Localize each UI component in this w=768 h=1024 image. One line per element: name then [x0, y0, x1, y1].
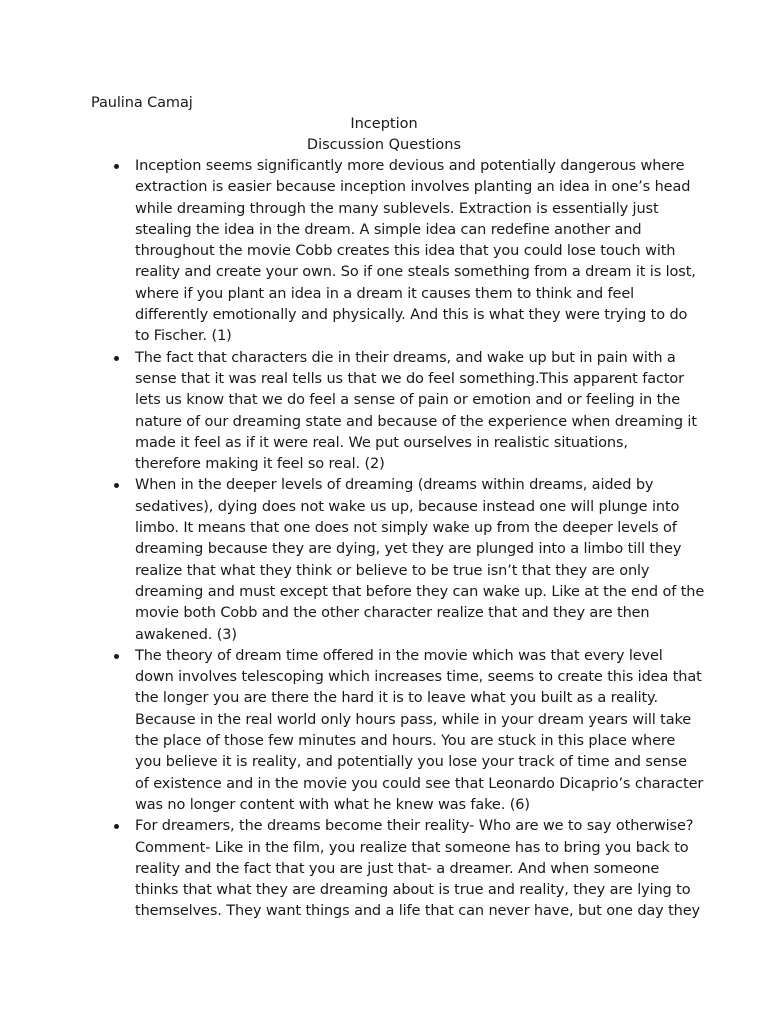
bullet-text-line: themselves. They want things and a life that can never have, but one day they: [135, 903, 701, 920]
bullet-text-line: Because in the real world only hours pass, while in your dream years will take: [135, 711, 692, 728]
document-title: Inception: [350, 116, 418, 132]
bullet-point-icon: [114, 654, 119, 659]
bullet-text-line: The theory of dream time offered in the movie which was that every level: [135, 647, 663, 664]
bullet-text-line: The fact that characters die in their dreams, and wake up but in pain with a: [135, 349, 676, 366]
bullet-text-line: When in the deeper levels of dreaming (dreams within dreams, aided by: [135, 477, 654, 494]
bullet-text-line: movie both Cobb and the other character realize that and they are then: [135, 605, 650, 622]
bullet-text-line: realize that what they think or believe to be true isn’t that they are only: [135, 562, 650, 579]
discussion-bullet-list: [0, 156, 768, 923]
discussion-bullet-item: [0, 646, 704, 816]
bullet-text-line: limbo. It means that one does not simply wake up from the deeper levels of: [135, 520, 677, 537]
bullet-text-line: Inception seems significantly more devious and potentially dangerous where: [135, 158, 685, 174]
bullet-point-icon: [114, 164, 119, 169]
bullet-text-line: the longer you are there the hard it is to leave what you built as a reality.: [135, 690, 658, 707]
bullet-point-icon: [114, 483, 119, 488]
discussion-bullet-item: [0, 348, 697, 476]
bullet-text-line: while dreaming through the many sublevels. Extraction is essentially just: [135, 200, 659, 217]
bullet-text-line: dreaming because they are dying, yet they are plunged into a limbo till they: [135, 541, 682, 558]
discussion-bullet-item: [0, 816, 701, 922]
bullet-text-line: reality and create your own. So if one steals something from a dream it is lost,: [135, 264, 696, 281]
author-name: Paulina Camaj: [91, 95, 193, 111]
bullet-text-line: throughout the movie Cobb creates this idea that you could lose touch with: [135, 243, 676, 260]
bullet-text-line: down involves telescoping which increases time, seems to create this idea that: [135, 669, 702, 686]
bullet-text-line: differently emotionally and physically. And this is what they were trying to do: [135, 307, 688, 324]
discussion-bullet-item: [0, 475, 705, 645]
document-subtitle: Discussion Questions: [306, 137, 462, 153]
bullet-text-line: nature of our dreaming state and because of the experience when dreaming it: [135, 413, 697, 430]
bullet-text-line: you believe it is reality, and potentially you lose your track of time and sense: [135, 754, 687, 771]
bullet-text-line: Comment- Like in the film, you realize that someone has to bring you back to: [135, 839, 689, 856]
bullet-text-line: lets us know that we do feel a sense of pain or emotion and or feeling in the: [135, 392, 681, 409]
bullet-text-line: the place of those few minutes and hours. You are stuck in this place where: [135, 733, 676, 750]
bullet-text-line: dreaming and must except that before they can wake up. Like at the end of the: [135, 583, 705, 600]
bullet-text-line: sense that it was real tells us that we do feel something.This apparent factor: [135, 370, 684, 387]
discussion-bullet-item: [0, 156, 696, 348]
bullet-point-icon: [114, 824, 119, 829]
bullet-text-line: to Fischer. (1): [135, 328, 232, 345]
bullet-text-line: stealing the idea in the dream. A simple idea can redefine another and: [135, 221, 642, 238]
bullet-text-line: reality and the fact that you are just that- a dreamer. And when someone: [135, 860, 660, 877]
bullet-point-icon: [114, 356, 119, 361]
bullet-text-line: was no longer content with what he knew was fake. (6): [135, 796, 530, 813]
bullet-text-line: thinks that what they are dreaming about is true and reality, they are lying to: [135, 882, 691, 899]
bullet-text-line: sedatives), dying does not wake us up, because instead one will plunge into: [135, 498, 680, 515]
bullet-text-line: of existence and in the movie you could see that Leonardo Dicaprio’s character: [135, 775, 704, 792]
bullet-text-line: extraction is easier because inception involves planting an idea in one’s head: [135, 179, 691, 196]
bullet-text-line: where if you plant an idea in a dream it causes them to think and feel: [135, 285, 635, 302]
bullet-text-line: therefore making it feel so real. (2): [135, 456, 385, 473]
bullet-text-line: awakened. (3): [135, 626, 237, 643]
bullet-text-line: For dreamers, the dreams become their reality- Who are we to say otherwise?: [135, 818, 694, 835]
bullet-text-line: made it feel as if it were real. We put ourselves in realistic situations,: [135, 434, 628, 451]
